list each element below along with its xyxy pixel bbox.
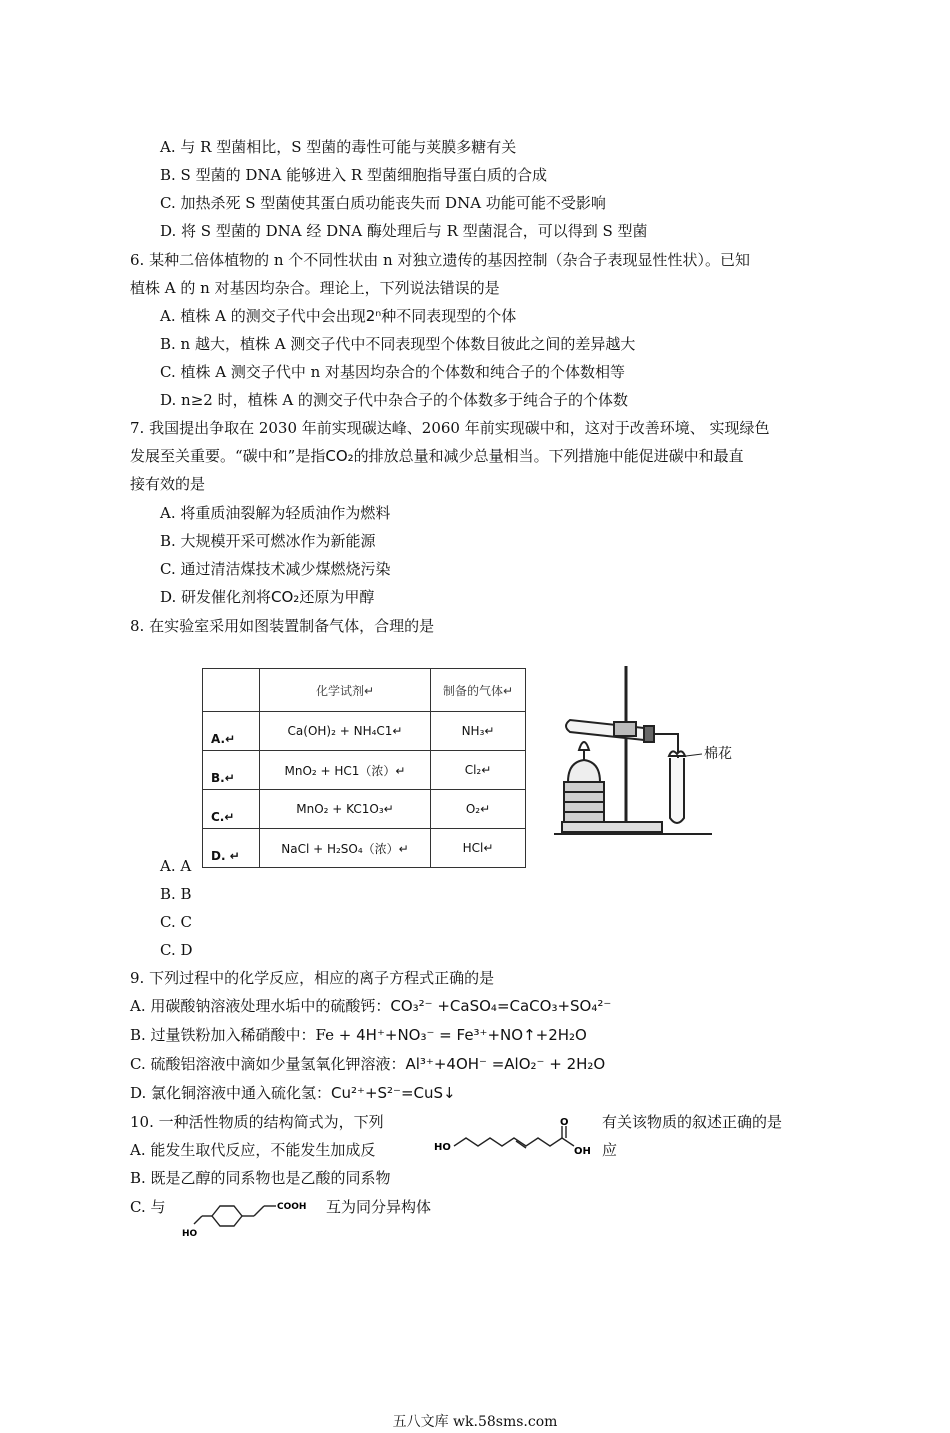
q6-option-a-post: 种不同表现型的个体 [381,307,517,325]
row-label: B.↵ [203,751,260,790]
q6-option-a-math: 2ⁿ [365,307,382,325]
q9-option-a-eq: CO₃²⁻ +CaSO₄=CaCO₃+SO₄²⁻ [390,997,612,1015]
q7-option-d-post: 还原为甲醇 [299,588,375,606]
row-label: D. ↵ [203,829,260,868]
q8-stem: 8. 在实验室采用如图装置制备气体，合理的是 [130,617,435,635]
clamp [614,722,636,736]
mol1-ho: HO [434,1142,451,1153]
reagent-table [202,668,526,868]
q6-stem-line2: 植株 A 的 n 对基因均杂合。理论上，下列说法错误的是 [130,279,500,297]
row-gas: HCl↵ [431,829,526,868]
q8-option-c: C. C [160,913,192,931]
q5-option-c: C. 加热杀死 S 型菌使其蛋白质功能丧失而 DNA 功能可能不受影响 [160,194,606,212]
mol2-ho: HO [182,1229,198,1239]
q7-option-d-pre: D. 研发催化剂将 [160,588,272,606]
q7-option-b: B. 大规模开采可燃冰作为新能源 [160,532,376,550]
row-gas: Cl₂↵ [431,751,526,790]
q9-stem: 9. 下列过程中的化学反应，相应的离子方程式正确的是 [130,969,495,987]
row-reagent: MnO₂ + KC1O₃↵ [260,790,431,829]
q10-option-b: B. 既是乙醇的同系物也是乙酸的同系物 [130,1169,391,1187]
q9-option-b-eq: 4H⁺+NO₃⁻ = Fe³⁺+NO↑+2H₂O [356,1026,587,1044]
q7-option-c: C. 通过清洁煤技术减少煤燃烧污染 [160,560,391,578]
q7-option-a: A. 将重质油裂解为轻质油作为燃料 [160,504,391,522]
q9-option-c-pre: C. 硫酸铝溶液中滴如少量氢氧化钾溶液： [130,1055,406,1073]
q9-option-b [130,1025,587,1045]
molecule-structure-2 [180,1192,320,1240]
q9-option-d [130,1083,456,1103]
q5-option-d: D. 将 S 型菌的 DNA 经 DNA 酶处理后与 R 型菌混合，可以得到 S 型菌 [160,222,648,240]
mol2-cooh: COOH [277,1202,307,1212]
q9-option-d-pre: D. 氯化铜溶液中通入硫化氢： [130,1084,332,1102]
q10-option-a-left: A. 能发生取代反应，不能发生加成反 [130,1141,376,1159]
q8-option-a: A. A [160,857,192,875]
table-header-row [203,669,526,712]
collecting-tube [670,758,684,823]
stopper [644,726,654,742]
q7-stem-line2-pre: 发展至关重要。“碳中和”是指 [130,447,326,465]
q6-option-b: B. n 越大，植株 A 测交子代中不同表现型个体数目彼此之间的差异越大 [160,335,636,353]
q7-option-d-co2: CO₂ [271,588,300,606]
q6-option-a [160,306,516,326]
q8-option-b: B. B [160,885,192,903]
q10-option-c-post: 互为同分异构体 [326,1198,432,1216]
q5-option-b: B. S 型菌的 DNA 能够进入 R 型菌细胞指导蛋白质的合成 [160,166,547,184]
page-footer: 五八文库 wk.58sms.com [392,1414,558,1430]
q7-stem-line2 [130,446,744,466]
cotton-label: 棉花 [704,746,732,762]
row-gas: O₂↵ [431,790,526,829]
flame [579,742,589,750]
q10-stem-left: 10. 一种活性物质的结构简式为，下列 [130,1113,384,1131]
q5-option-a: A. 与 R 型菌相比，S 型菌的毒性可能与荚膜多糖有关 [160,138,517,156]
molecule-structure-1 [432,1118,592,1158]
q9-option-c-eq: Al³⁺+4OH⁻ =AlO₂⁻ + 2H₂O [405,1055,606,1073]
q7-co2: CO₂ [325,447,354,465]
q9-option-a [130,996,611,1016]
q10-option-a-right: 应 [602,1141,618,1159]
q6-option-a-pre: A. 植株 A 的测交子代中会出现 [160,307,366,325]
table-header-gas: 制备的气体↵ [431,669,526,712]
gas-apparatus-diagram [552,662,752,842]
q7-stem-line3: 接有效的是 [130,475,206,493]
q10-option-c-pre: C. 与 [130,1198,166,1216]
q9-option-d-eq: Cu²⁺+S²⁻=CuS↓ [331,1084,456,1102]
q10-stem-right: 有关该物质的叙述正确的是 [602,1113,783,1131]
q6-option-c: C. 植株 A 测交子代中 n 对基因均杂合的个体数和纯合子的个体数相等 [160,363,626,381]
row-gas: NH₃↵ [431,712,526,751]
table-row [203,712,526,751]
row-label: A.↵ [203,712,260,751]
q7-stem-line1: 7. 我国提出争取在 2030 年前实现碳达峰、2060 年前实现碳中和，这对于改善环境、 实现绿色 [130,419,770,437]
row-reagent: NaCl + H₂SO₄（浓）↵ [260,829,431,868]
mol1-oh: OH [574,1146,591,1157]
stand-base [562,822,662,832]
q9-option-b-pre: B. 过量铁粉加入稀硝酸中：Fe + [130,1026,357,1044]
q6-option-d: D. n≥2 时，植株 A 的测交子代中杂合子的个体数多于纯合子的个体数 [160,391,628,409]
q8-option-d: C. D [160,941,193,959]
table-header-empty [203,669,260,712]
table-row [203,790,526,829]
table-row [203,829,526,868]
q6-stem-line1: 6. 某种二倍体植物的 n 个不同性状由 n 对独立遗传的基因控制（杂合子表现显性性状）。已知 [130,251,750,269]
q7-stem-line2-post: 的排放总量和减少总量相当。下列措施中能促进碳中和最直 [353,447,744,465]
q9-option-a-pre: A. 用碳酸钠溶液处理水垢中的硫酸钙： [130,997,391,1015]
table-row [203,751,526,790]
q9-option-c [130,1054,605,1074]
alcohol-lamp [568,760,600,782]
row-reagent: Ca(OH)₂ + NH₄C1↵ [260,712,431,751]
row-label: C.↵ [203,790,260,829]
table-header-reagent: 化学试剂↵ [260,669,431,712]
mol1-o: O [560,1118,569,1128]
q7-option-d [160,587,374,607]
row-reagent: MnO₂ + HC1（浓）↵ [260,751,431,790]
